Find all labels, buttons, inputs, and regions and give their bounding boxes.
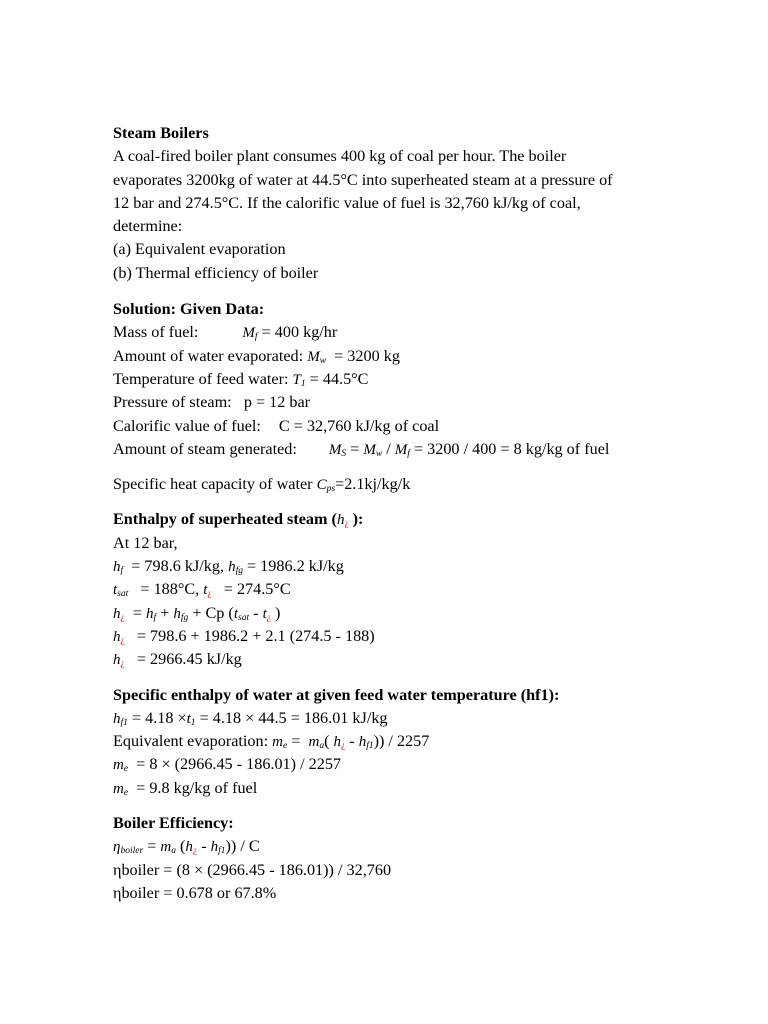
statement-line-4: determine: <box>113 217 183 236</box>
enthalpy-heading: Enthalpy of superheated steam ($h_¿$ ): <box>113 510 364 530</box>
symbol-cps: $C_{ps}$ <box>316 477 336 495</box>
symbol-mw: $M_w$ <box>307 348 327 366</box>
symbol-hf: $h_f$ <box>146 605 157 623</box>
label: Amount of steam generated: <box>113 439 297 458</box>
equivalent-evaporation-formula: Equivalent evaporation: $m_e = m_a$( $h_¿ - h_{f1})) / 2257$ <box>113 732 430 752</box>
symbol-hfg: $h_{fg}$ <box>228 559 243 577</box>
symbol-hsup: $h_¿$ <box>336 512 349 530</box>
symbol-hsup: $h_¿$ <box>185 839 198 857</box>
efficiency-calculation: ηboiler = (8 × (2966.45 - 186.01)) / 32,760 <box>113 860 392 879</box>
hsup-calculation: $h_¿ = 798.6 + 1986.2 + 2.1$ (274.5 - 188) <box>113 626 375 646</box>
feed-water-heading: Specific enthalpy of water at given feed water temperature (hf1): <box>113 685 560 704</box>
symbol-hfg: $h_{fg}$ <box>173 605 189 623</box>
given-pressure <box>113 391 713 414</box>
symbol-t1: $T_1$ <box>292 371 306 389</box>
value: p = 12 bar <box>243 393 311 412</box>
symbol-mf: $M_f$ <box>394 441 410 459</box>
efficiency-heading: Boiler Efficiency: <box>113 814 234 833</box>
part-b: (b) Thermal efficiency of boiler <box>113 263 319 282</box>
label: Mass of fuel: <box>113 323 199 342</box>
value: = 400 kg/hr <box>257 323 338 342</box>
hsup-result: $h_¿ = 2966.45$ kJ/kg <box>113 650 242 670</box>
value: C = 32,760 kJ/kg of coal <box>278 416 440 435</box>
symbol-hsup: $h_¿$ <box>333 734 346 752</box>
symbol-hf1: $h_{f1}$ <box>210 839 226 857</box>
label: Calorific value of fuel: <box>113 416 261 435</box>
hf-hfg-values: $h_f = 798.6$ kJ/kg, $h_{fg} = 1986.2$ kJ/kg <box>113 557 344 577</box>
statement-line-3: 12 bar and 274.5°C. If the calorific value of fuel is 32,760 kJ/kg of coal, <box>113 193 581 212</box>
me-calculation: $m_e = 8 \times (2966.45 - 186.01) / 2257$ <box>113 755 342 775</box>
value: = 3200 / 400 = 8 kg/kg of fuel <box>409 439 610 458</box>
hf1-calculation: $h_{f1} = 4.18 \times t_1 = 4.18 \times 44.5 = 186.01$ kJ/kg <box>113 708 388 728</box>
symbol-tsat: $t_{sat}$ <box>233 605 250 623</box>
efficiency-formula: $\eta_{boiler} = m_a$ $(h_¿ - h_{f1})$) / C <box>113 837 260 857</box>
symbol-me: $m_e$ <box>272 734 288 752</box>
symbol-ms: $M_S$ <box>328 441 347 459</box>
given-steam-generated: Amount of steam generated: $M_S = M_w / M_f = 3200 / 400 = 8$ kg/kg of fuel <box>113 439 610 459</box>
symbol-me: $m_e$ <box>113 780 129 798</box>
symbol-hf1: $h_{f1}$ <box>358 734 374 752</box>
given-specific-heat <box>113 473 713 496</box>
value: = 44.5°C <box>305 369 369 388</box>
symbol-hf: $h_f$ <box>113 559 124 577</box>
label: Specific heat capacity of water <box>113 475 313 494</box>
label: Amount of water evaporated: <box>113 346 304 365</box>
symbol-tsat: $t_{sat}$ <box>113 582 129 600</box>
document-body <box>113 122 713 905</box>
symbol-me: $m_e$ <box>113 757 129 775</box>
given-water-evaporated <box>113 345 713 368</box>
label: Temperature of feed water: <box>113 369 289 388</box>
symbol-ma: $m_a$ <box>308 734 325 752</box>
efficiency-result: ηboiler = 0.678 or 67.8% <box>113 883 277 902</box>
symbol-ma: $m_a$ <box>160 839 176 857</box>
at-pressure: At 12 bar, <box>113 533 178 552</box>
symbol-hsup: $h_¿$ <box>113 628 125 646</box>
given-mass-fuel <box>113 321 713 344</box>
value: = 3200 kg <box>330 346 400 365</box>
given-feed-temperature <box>113 368 713 391</box>
symbol-tsup: $t_¿$ <box>203 582 212 600</box>
statement-line-2: evaporates 3200kg of water at 44.5°C into superheated steam at a pressure of <box>113 170 613 189</box>
value: =2.1kj/kg/k <box>335 475 411 494</box>
symbol-hsup: $h_¿$ <box>113 652 125 670</box>
symbol-hf1: $h_{f1}$ <box>113 710 128 728</box>
symbol-mw: $M_w$ <box>363 441 383 459</box>
symbol-tsup: $t_¿$ <box>262 605 271 623</box>
symbol-mf: $M_f$ <box>242 325 258 343</box>
symbol-eta-boiler: $\eta_{boiler}$ <box>113 839 144 857</box>
symbol-t1: $t_1$ <box>186 710 196 728</box>
me-result: $m_e = 9.8$ kg/kg of fuel <box>113 778 258 798</box>
hsup-formula: $h_¿ = h_f + h_{fg} + Cp$ ($t_{sat} - t_¿$ ) <box>113 603 281 623</box>
statement-line-1: A coal-fired boiler plant consumes 400 kg of coal per hour. The boiler <box>113 147 567 166</box>
tsat-tsup-values: $t_{sat} = 188^\circ C$, $t_¿ = 274.5^\circ C$ <box>113 580 291 600</box>
problem-title: Steam Boilers <box>113 124 209 142</box>
part-a: (a) Equivalent evaporation <box>113 240 286 259</box>
solution-heading: Solution: Given Data: <box>113 300 265 319</box>
given-calorific <box>113 415 713 438</box>
symbol-hsup: $h_¿$ <box>113 605 125 623</box>
label: Pressure of steam: <box>113 393 232 412</box>
